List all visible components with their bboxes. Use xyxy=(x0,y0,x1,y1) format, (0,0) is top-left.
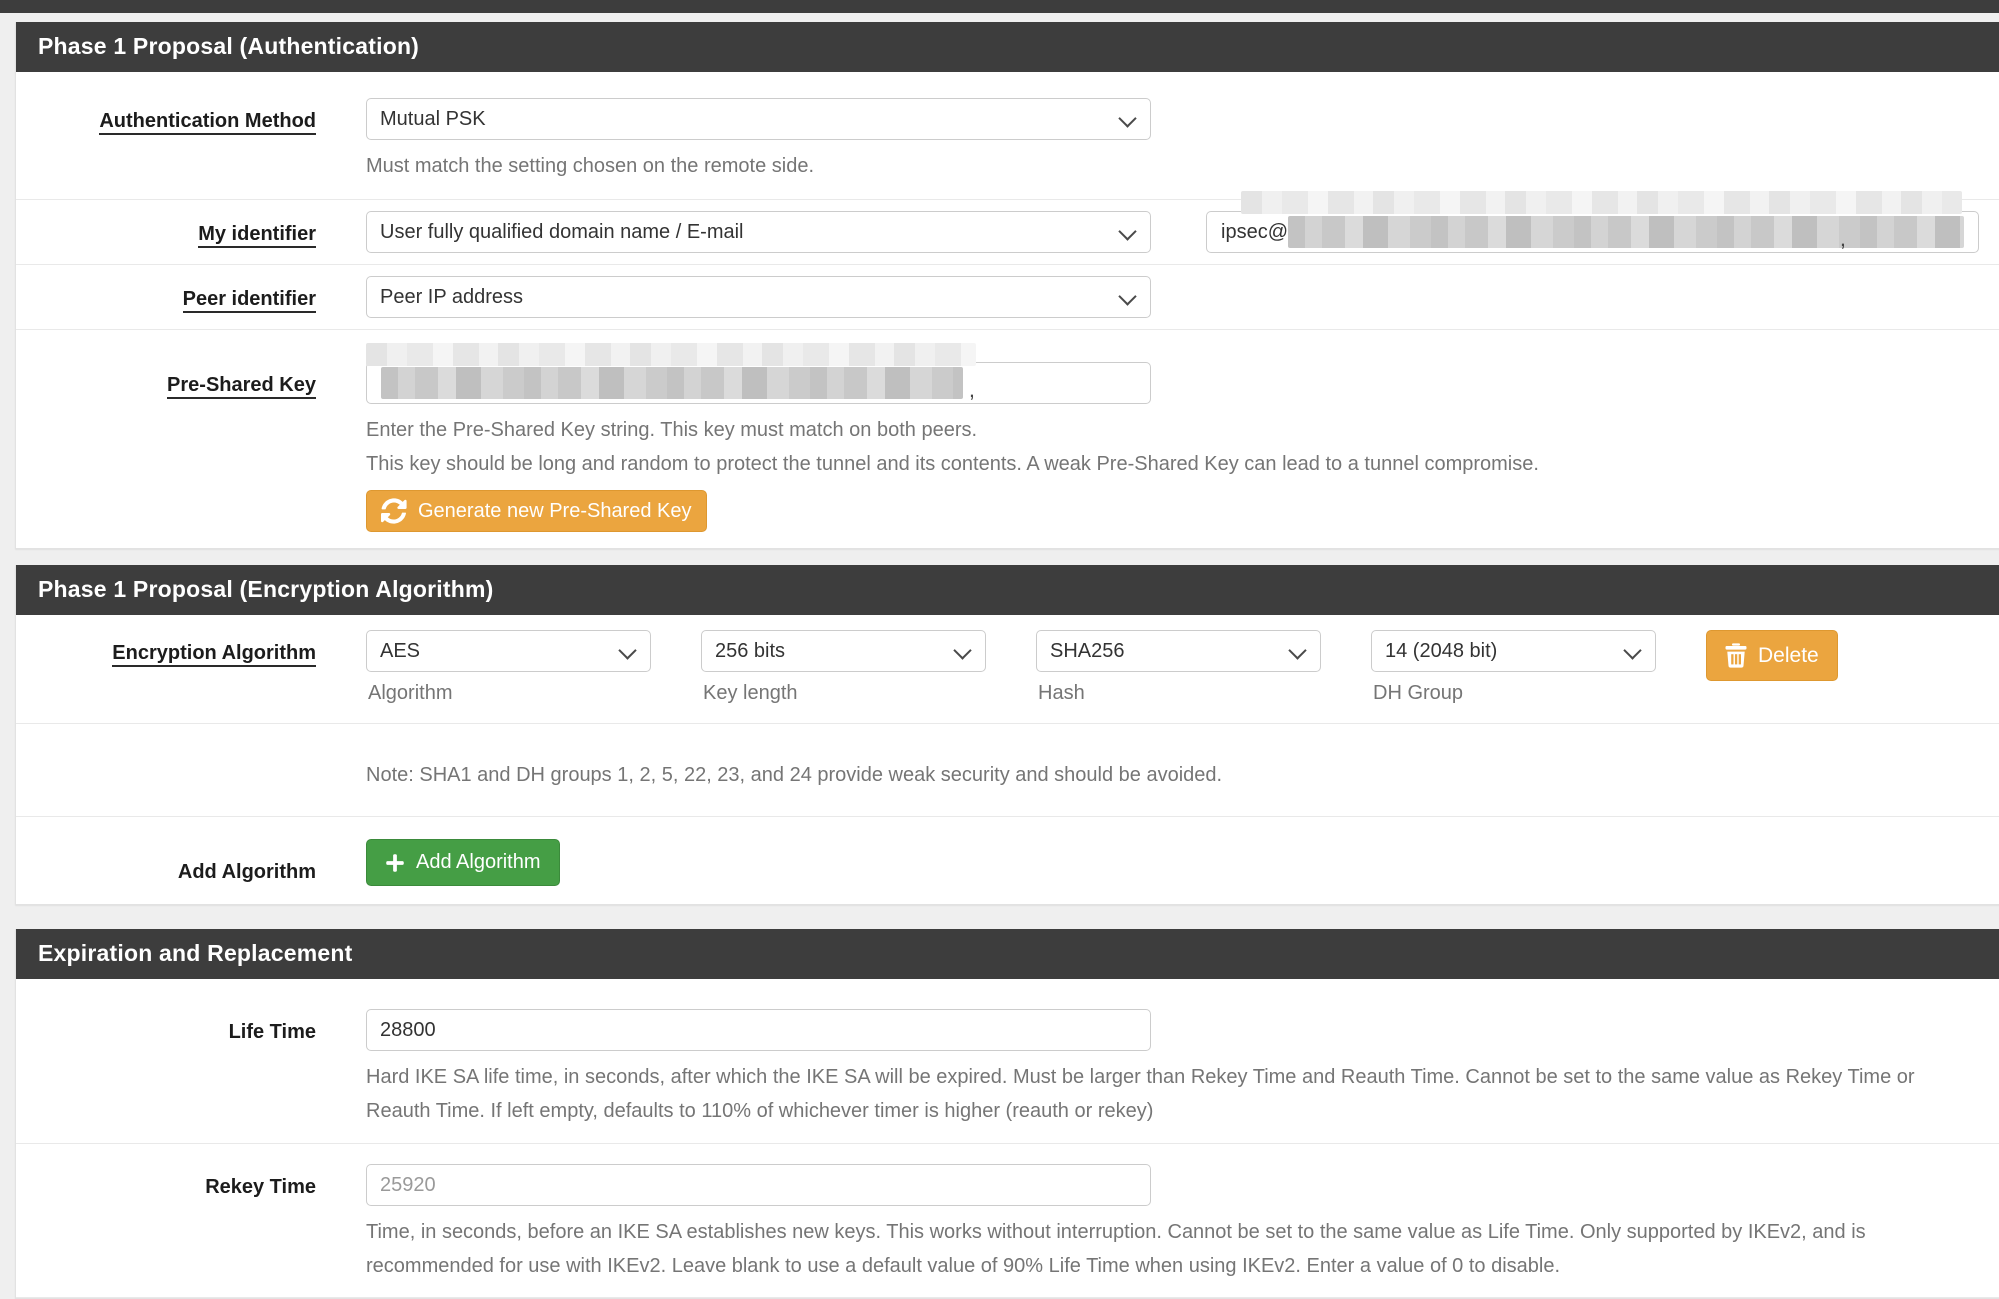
sync-refresh-icon xyxy=(381,498,407,524)
my-identifier-value-prefix: ipsec@ xyxy=(1221,220,1288,243)
encryption-algorithm-label: Encryption Algorithm xyxy=(112,642,316,667)
row-pre-shared-key xyxy=(16,330,1999,548)
add-algorithm-button[interactable] xyxy=(366,839,560,886)
pre-shared-key-input[interactable] xyxy=(366,362,1151,404)
peer-identifier-select[interactable] xyxy=(366,276,1151,318)
redacted-identifier-value xyxy=(1288,216,1964,251)
panel-encryption xyxy=(15,565,1999,905)
redaction-blur-overlay xyxy=(366,343,976,366)
weak-security-note: Note: SHA1 and DH groups 1, 2, 5, 22, 23, and 24 provide weak security and should be avoided. xyxy=(366,764,1223,786)
plus-icon xyxy=(385,853,405,873)
dh-group-sub-label: DH Group xyxy=(1373,682,1464,704)
hash-sub-label: Hash xyxy=(1038,682,1085,704)
key-length-select[interactable] xyxy=(701,630,986,672)
hash-column xyxy=(1036,630,1321,705)
peer-identifier-label: Peer identifier xyxy=(183,288,316,313)
row-authentication-method xyxy=(16,72,1999,200)
authentication-method-help: Must match the setting chosen on the remote side. xyxy=(366,155,815,177)
pre-shared-key-help-2: This key should be long and random to protect the tunnel and its contents. A weak Pre-Shared Key can lead to a tunnel compromise. xyxy=(366,453,1539,475)
my-identifier-value-input[interactable] xyxy=(1206,211,1979,253)
authentication-method-label: Authentication Method xyxy=(99,110,316,135)
delete-button-label: Delete xyxy=(1758,643,1819,667)
key-length-select-control[interactable] xyxy=(701,630,986,672)
pre-shared-key-label: Pre-Shared Key xyxy=(167,374,316,399)
rekey-time-help: Time, in seconds, before an IKE SA establishes new keys. This works without interruption. Cannot be set to the same value as Life Time. Only supported by IKEv2, and is recommended for use with IKEv2. Leave blank to use a default value of 90% Life Time when using IKEv2. Enter a value of 0 to disable. xyxy=(366,1221,1866,1277)
rekey-time-label: Rekey Time xyxy=(205,1176,316,1198)
panel-authentication xyxy=(15,22,1999,549)
my-identifier-select-control[interactable] xyxy=(366,211,1151,253)
trash-icon xyxy=(1725,643,1747,668)
row-my-identifier xyxy=(16,200,1999,265)
algorithm-sub-label: Algorithm xyxy=(368,682,453,704)
life-time-label: Life Time xyxy=(228,1021,316,1043)
algorithm-select[interactable] xyxy=(366,630,651,672)
authentication-method-select-control[interactable] xyxy=(366,98,1151,140)
row-add-algorithm xyxy=(16,817,1999,904)
delete-algorithm-button[interactable] xyxy=(1706,630,1838,681)
panel-expiration xyxy=(15,929,1999,1299)
panel-encryption-title: Phase 1 Proposal (Encryption Algorithm) xyxy=(16,565,1999,615)
pre-shared-key-help-1: Enter the Pre-Shared Key string. This key must match on both peers. xyxy=(366,419,978,441)
redacted-comma: , xyxy=(968,377,975,402)
life-time-input[interactable] xyxy=(366,1009,1151,1051)
redacted-psk-value xyxy=(381,367,975,402)
redaction-blur-overlay xyxy=(1241,191,1962,214)
previous-panel-edge xyxy=(0,0,1999,13)
algorithm-column xyxy=(366,630,651,705)
peer-identifier-select-control[interactable] xyxy=(366,276,1151,318)
row-peer-identifier xyxy=(16,265,1999,330)
row-life-time xyxy=(16,979,1999,1144)
dh-group-column xyxy=(1371,630,1656,705)
key-length-column xyxy=(701,630,986,705)
generate-psk-button[interactable] xyxy=(366,490,707,532)
dh-group-select[interactable] xyxy=(1371,630,1656,672)
row-encryption-algorithm xyxy=(16,615,1999,724)
hash-select[interactable] xyxy=(1036,630,1321,672)
hash-select-control[interactable] xyxy=(1036,630,1321,672)
add-algorithm-button-label: Add Algorithm xyxy=(416,851,541,873)
my-identifier-select[interactable] xyxy=(366,211,1151,253)
rekey-time-input[interactable] xyxy=(366,1164,1151,1206)
life-time-help: Hard IKE SA life time, in seconds, after which the IKE SA will be expired. Must be larger than Rekey Time and Reauth Time. Cannot be set to the same value as Rekey Time or Reauth Time. If left empty, defaults to 110% of whichever timer is higher (reauth or rekey) xyxy=(366,1066,1915,1122)
authentication-method-select[interactable] xyxy=(366,98,1151,140)
algorithm-select-control[interactable] xyxy=(366,630,651,672)
key-length-sub-label: Key length xyxy=(703,682,798,704)
row-encryption-note xyxy=(16,724,1999,817)
add-algorithm-label: Add Algorithm xyxy=(177,861,316,883)
panel-authentication-title: Phase 1 Proposal (Authentication) xyxy=(16,22,1999,72)
dh-group-select-control[interactable] xyxy=(1371,630,1656,672)
generate-psk-button-label: Generate new Pre-Shared Key xyxy=(418,499,692,522)
panel-expiration-title: Expiration and Replacement xyxy=(16,929,1999,979)
my-identifier-label: My identifier xyxy=(198,223,316,248)
row-rekey-time xyxy=(16,1144,1999,1298)
redacted-comma: , xyxy=(1839,226,1846,251)
